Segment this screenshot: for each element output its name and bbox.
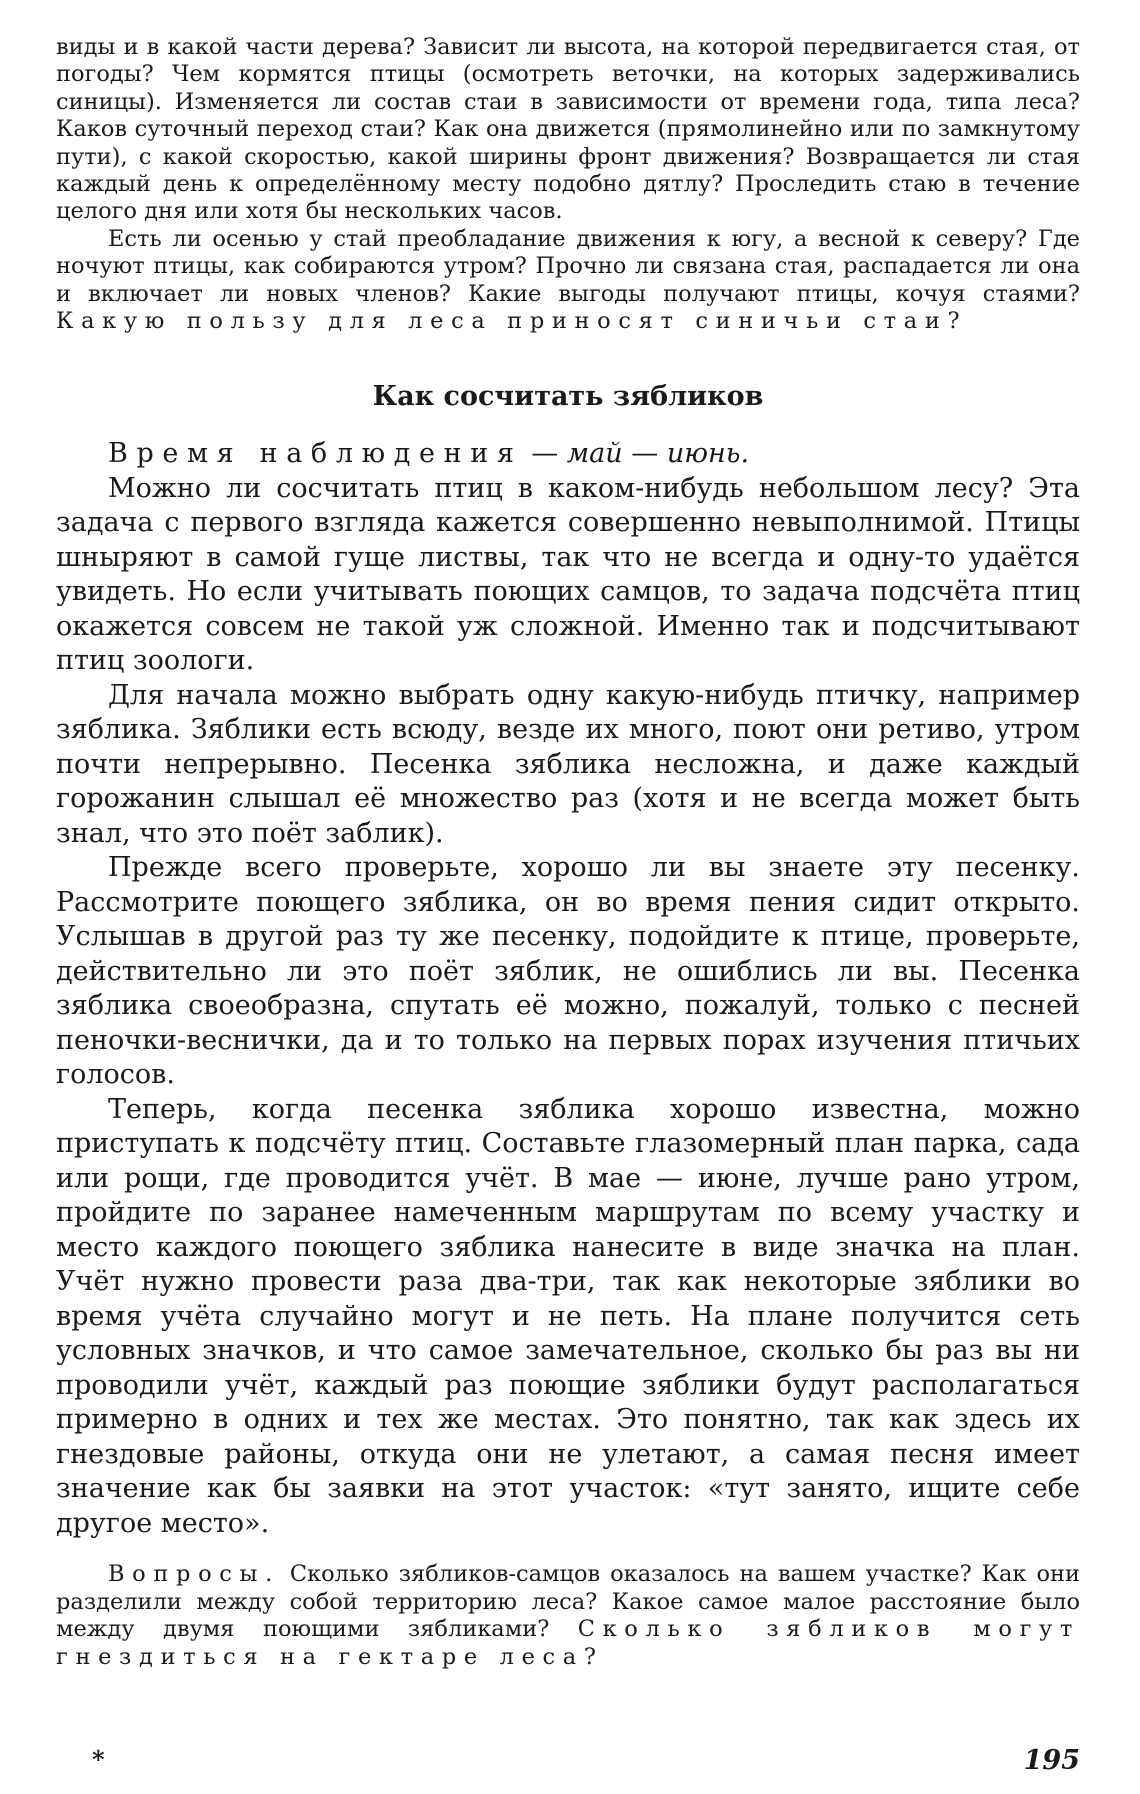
body-paragraph: Для начала можно выбрать одну какую-нибудь птичку, например зяблика. Зяблики есть всюду, везде их много, поют они ретиво, утром почти непрерывно. Песенка зяблика несложна, и даже каждый горожанин слышал её множество раз (хотя и не всегда может быть знал, что это поёт заблик). <box>56 679 1080 849</box>
signature-mark: * <box>92 1745 105 1774</box>
observation-time-label: Время наблюдения <box>108 438 523 470</box>
observation-month-end: июнь. <box>666 438 750 470</box>
body-paragraph: Можно ли сосчитать птиц в каком-нибудь небольшом лесу? Эта задача с первого взгляда кажется совершенно невыполнимой. Птицы шныряют в самой гуще листвы, так что не всегда и одну-то удаётся увидеть. Но если учитывать поющих самцов, то задача подсчёта птиц окажется совсем не такой уж сложной. Именно так и подсчитывают птиц зоологи. <box>56 472 1080 677</box>
questions-text: Есть ли осенью у стай преобладание движения к югу, а весной к северу? Где ночуют птицы, как собираются утром? Прочно ли связана стая, распадается ли она и включает ли новых членов? Какие выгоды получают птицы, кочуя стаями? <box>56 225 1080 307</box>
section-questions <box>56 1561 1080 1671</box>
dash: — <box>622 438 667 470</box>
questions-text: Сколько зябликов-самцов оказалось на вашем участке? Как они разделили между собой территорию леса? Какое самое малое расстояние было между двумя поющими зябликами? <box>56 1561 1080 1643</box>
dash: — <box>522 438 567 470</box>
page-footer <box>56 1745 1080 1781</box>
page-number: 195 <box>1023 1745 1080 1776</box>
emphasized-question: Какую пользу для леса приносят синичьи стаи? <box>56 308 968 335</box>
body-paragraph: Теперь, когда песенка зяблика хорошо известна, можно приступать к подсчёту птиц. Составьте глазомерный план парка, сада или рощи, где проводится учёт. В мае — июне, лучше рано утром, пройдите по заранее намеченным маршрутам по всему участку и место каждого поющего зяблика нанесите в виде значка на план. Учёт нужно провести раза два-три, так как некоторые зяблики во время учёта случайно могут и не петь. На плане получится сеть условных значков, и что самое замечательное, сколько бы раз вы ни проводили учёт, каждый раз поющие зяблики будут располагаться примерно в одних и тех же местах. Это понятно, так как здесь их гнездовые районы, откуда они не улетают, а самая песня имеет значение как бы заявки на этот участок: «тут занято, ищите себе другое место». <box>56 1093 1080 1539</box>
book-page <box>56 34 1080 1671</box>
questions-paragraph <box>56 226 1080 336</box>
observation-time <box>56 437 1080 472</box>
section-title: Как сосчитать зябликов <box>372 381 764 413</box>
section-body <box>56 437 1080 1541</box>
continued-paragraph: виды и в какой части дерева? Зависит ли высота, на которой передвигается стая, от погоды? Чем кормятся птицы (осмотреть веточки, на которых задерживались синицы). Изменяется ли состав стаи в зависимости от времени года, типа леса? Каков суточный переход стаи? Как она движется (прямолинейно или по замкнутому пути), с какой скоростью, какой ширины фронт движения? Возвращается ли стая каждый день к определённому месту подобно дятлу? Проследить стаю в течение целого дня или хотя бы нескольких часов. <box>56 34 1080 225</box>
body-paragraph: Прежде всего проверьте, хорошо ли вы знаете эту песенку. Рассмотрите поющего зяблика, он во время пения сидит открыто. Услышав в другой раз ту же песенку, подойдите к птице, проверьте, действительно ли это поёт зяблик, не ошиблись ли вы. Песенка зяблика своеобразна, спутать её можно, пожалуй, только с песней пеночки-веснички, да и то только на первых порах изучения птичьих голосов. <box>56 852 1080 1091</box>
previous-section-questions <box>56 34 1080 335</box>
observation-month-start: май <box>566 438 623 470</box>
emphasized-question: Сколько зябликов могут гнездиться на гектаре леса? <box>56 1616 1080 1670</box>
questions-paragraph <box>56 1561 1080 1671</box>
questions-label: Вопросы. <box>108 1561 280 1588</box>
